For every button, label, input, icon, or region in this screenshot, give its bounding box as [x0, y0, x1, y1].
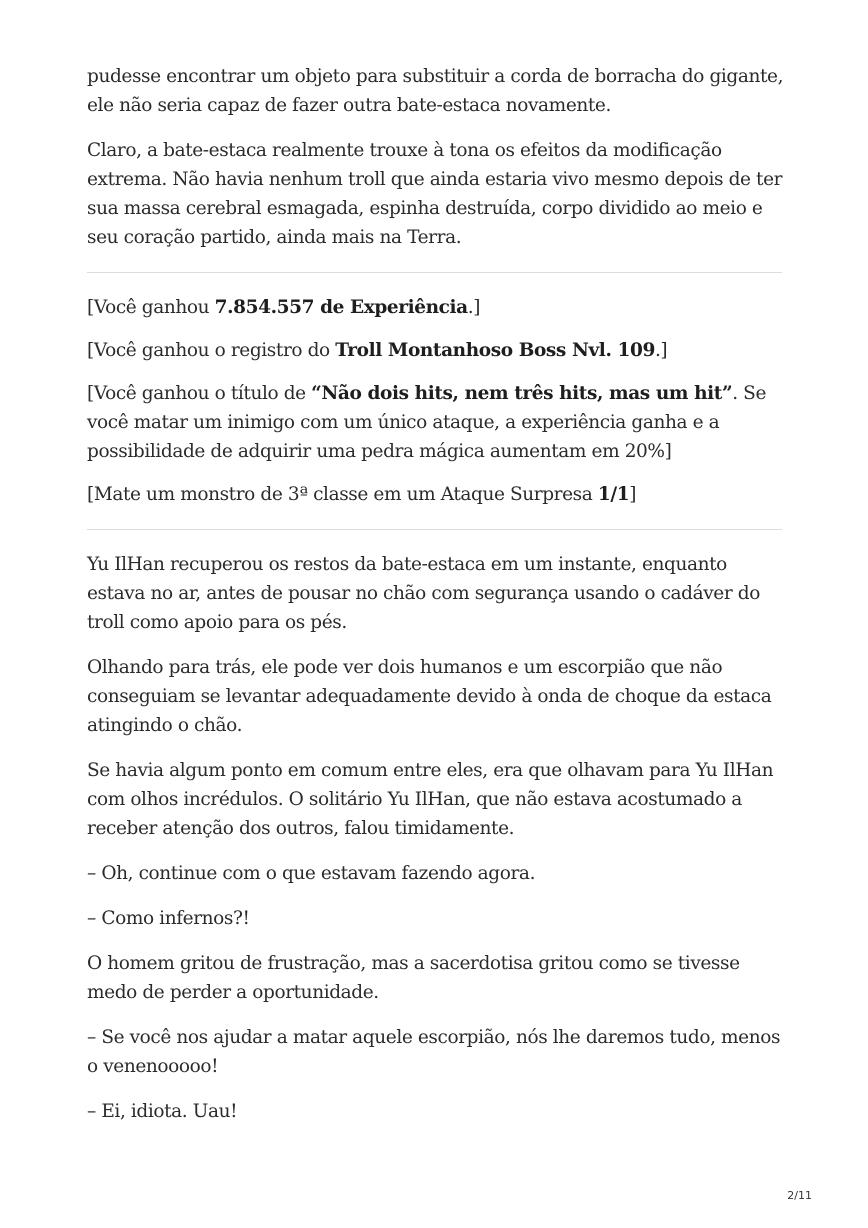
dialogue-line: – Oh, continue com o que estavam fazendo agora.	[87, 863, 536, 884]
dialogue-line: – Ei, idiota. Uau!	[87, 1101, 238, 1122]
system-message-experience: [Você ganhou 7.854.557 de Experiência.]	[87, 297, 481, 318]
document-body	[87, 62, 787, 1142]
dialogue-line: – Se você nos ajudar a matar aquele escorpião, nós lhe daremos tudo, menos o venenooooo!	[87, 1027, 781, 1077]
page-number: 2/11	[787, 1189, 812, 1202]
paragraph: Se havia algum ponto em comum entre eles, era que olhavam para Yu IlHan com olhos incrédulos. O solitário Yu IlHan, que não estava acostumado a receber atenção dos outros, falou timidamente.	[87, 760, 774, 839]
paragraph: Yu IlHan recuperou os restos da bate-estaca em um instante, enquanto estava no ar, antes de pousar no chão com segurança usando o cadáver do troll como apoio para os pés.	[87, 554, 760, 633]
paragraph: pudesse encontrar um objeto para substituir a corda de borracha do gigante, ele não seria capaz de fazer outra bate-estaca novamente.	[87, 66, 784, 116]
system-message-quest: [Mate um monstro de 3ª classe em um Ataque Surpresa 1/1]	[87, 484, 637, 505]
divider	[87, 272, 782, 273]
system-message-title: [Você ganhou o título de “Não dois hits, nem três hits, mas um hit”. Se você matar um inimigo com um único ataque, a experiência ganha e a possibilidade de adquirir uma pedra mágica aumentam em 20%]	[87, 383, 766, 462]
paragraph: O homem gritou de frustração, mas a sacerdotisa gritou como se tivesse medo de perder a oportunidade.	[87, 953, 740, 1003]
dialogue-line: – Como infernos?!	[87, 908, 250, 929]
divider	[87, 529, 782, 530]
paragraph: Claro, a bate-estaca realmente trouxe à tona os efeitos da modificação extrema. Não havia nenhum troll que ainda estaria vivo mesmo depois de ter sua massa cerebral esmagada, espinha destruída, corpo dividido ao meio e seu coração partido, ainda mais na Terra.	[87, 140, 783, 248]
paragraph: Olhando para trás, ele pode ver dois humanos e um escorpião que não conseguiam se levantar adequadamente devido à onda de choque da estaca atingindo o chão.	[87, 657, 772, 736]
system-message-record: [Você ganhou o registro do Troll Montanhoso Boss Nvl. 109.]	[87, 340, 668, 361]
